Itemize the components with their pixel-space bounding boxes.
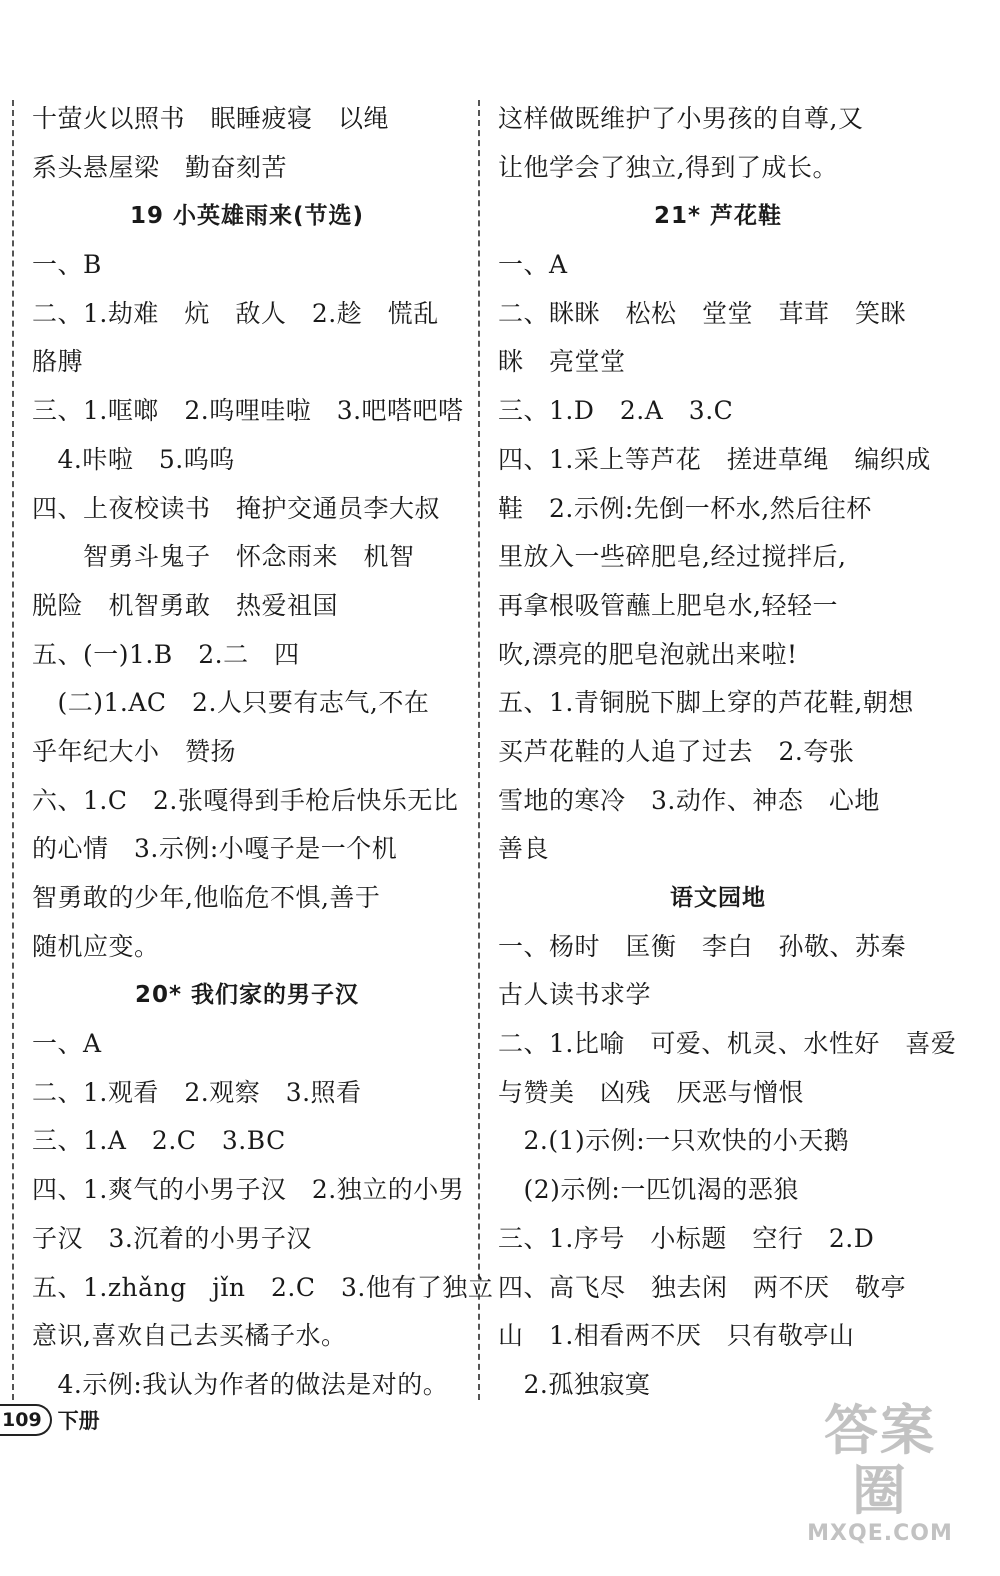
answer-line: 一、A	[32, 1029, 102, 1059]
answer-line: 子汉 3.沉着的小男子汉	[32, 1223, 312, 1253]
answer-line: 二、1.比喻 可爱、机灵、水性好 喜爱	[498, 1029, 957, 1059]
watermark-url: MXQE.COM	[807, 1521, 953, 1546]
section-heading: 21* 芦花鞋	[653, 203, 783, 230]
answer-line: 山 1.相看两不厌 只有敬亭山	[498, 1321, 855, 1351]
answer-line: 买芦花鞋的人追了过去 2.夸张	[498, 736, 855, 766]
section-heading: 语文园地	[670, 885, 766, 911]
answer-line: 2.孤独寂寞	[498, 1369, 651, 1399]
answer-line: 系头悬屋梁 勤奋刻苦	[32, 152, 288, 182]
answer-line: 吹,漂亮的肥皂泡就出来啦!	[498, 639, 798, 669]
answer-line: 二、1.劫难 炕 敌人 2.趁 慌乱	[32, 298, 439, 328]
section-heading: 20* 我们家的男子汉	[134, 982, 360, 1009]
answer-line: (2)示例:一匹饥渴的恶狼	[498, 1175, 799, 1205]
answer-line: 三、1.序号 小标题 空行 2.D	[498, 1223, 875, 1253]
section-heading: 19 小英雄雨来(节选)	[129, 203, 365, 230]
answer-line: 三、1.A 2.C 3.BC	[32, 1126, 286, 1156]
answer-line: 这样做既维护了小男孩的自尊,又	[498, 104, 864, 133]
right-column	[498, 95, 957, 1410]
answer-line: 眯 亮堂堂	[498, 347, 626, 377]
answer-line: 4.示例:我认为作者的做法是对的。	[32, 1369, 449, 1399]
watermark-logo: 答案圈	[824, 1399, 936, 1522]
answer-line: 的心情 3.示例:小嘎子是一个机	[32, 834, 398, 864]
answer-line: 一、杨时 匡衡 李白 孙敬、苏秦	[498, 931, 907, 961]
answer-line: 雪地的寒冷 3.动作、神态 心地	[498, 785, 880, 815]
answer-line: 乎年纪大小 赞扬	[32, 736, 237, 766]
answer-line: 2.(1)示例:一只欢快的小天鹅	[498, 1126, 850, 1156]
answer-line: 四、1.爽气的小男子汉 2.独立的小男	[32, 1175, 465, 1205]
answer-line: 古人读书求学	[498, 980, 652, 1010]
volume-label: 下册	[57, 1409, 100, 1433]
page-footer	[0, 1400, 100, 1440]
answer-line: 一、B	[32, 250, 102, 280]
answer-line: 五、1.zhǎng jǐn 2.C 3.他有了独立	[32, 1272, 494, 1302]
answer-line: 鞋 2.示例:先倒一杯水,然后往杯	[498, 493, 872, 523]
answer-line: 二、1.观看 2.观察 3.照看	[32, 1077, 362, 1107]
answer-line: 脱险 机智勇敢 热爱祖国	[32, 590, 339, 620]
answer-line: 三、1.D 2.A 3.C	[498, 396, 734, 426]
answer-line: 善良	[498, 834, 550, 864]
answer-line: 六、1.C 2.张嘎得到手枪后快乐无比	[32, 785, 459, 815]
answer-line: 让他学会了独立,得到了成长。	[498, 152, 838, 182]
answer-line: 智勇斗鬼子 怀念雨来 机智	[32, 542, 415, 572]
answer-line: 四、1.采上等芦花 搓进草绳 编织成	[498, 444, 931, 474]
answer-line: 二、眯眯 松松 堂堂 茸茸 笑眯	[498, 298, 907, 328]
answer-line: (二)1.AC 2.人只要有志气,不在	[32, 688, 430, 718]
answer-line: 三、1.哐啷 2.呜哩哇啦 3.吧嗒吧嗒	[32, 396, 464, 426]
answer-line: 五、1.青铜脱下脚上穿的芦花鞋,朝想	[498, 688, 914, 718]
column-divider	[478, 100, 480, 1400]
answer-line: 胳膊	[32, 347, 84, 377]
answer-line: 四、高飞尽 独去闲 两不厌 敬亭	[498, 1272, 907, 1302]
watermark	[800, 1401, 960, 1546]
answer-line: 五、(一)1.B 2.二 四	[32, 639, 300, 669]
answer-line: 再拿根吸管蘸上肥皂水,轻轻一	[498, 590, 838, 620]
answer-line: 一、A	[498, 250, 568, 280]
answer-line: 十萤火以照书 眠睡疲寝 以绳	[32, 104, 390, 133]
answer-line: 里放入一些碎肥皂,经过搅拌后,	[498, 542, 847, 572]
answer-line: 4.咔啦 5.呜呜	[32, 444, 235, 474]
left-column	[32, 95, 494, 1410]
answer-line: 意识,喜欢自己去买橘子水。	[32, 1321, 347, 1351]
left-dashed-border	[12, 100, 14, 1400]
answer-line: 随机应变。	[32, 931, 160, 961]
answer-line: 智勇敢的少年,他临危不惧,善于	[32, 883, 381, 912]
page-number: 109	[0, 1404, 52, 1436]
answer-line: 与赞美 凶残 厌恶与憎恨	[498, 1077, 805, 1107]
answer-line: 四、上夜校读书 掩护交通员李大叔	[32, 493, 441, 523]
